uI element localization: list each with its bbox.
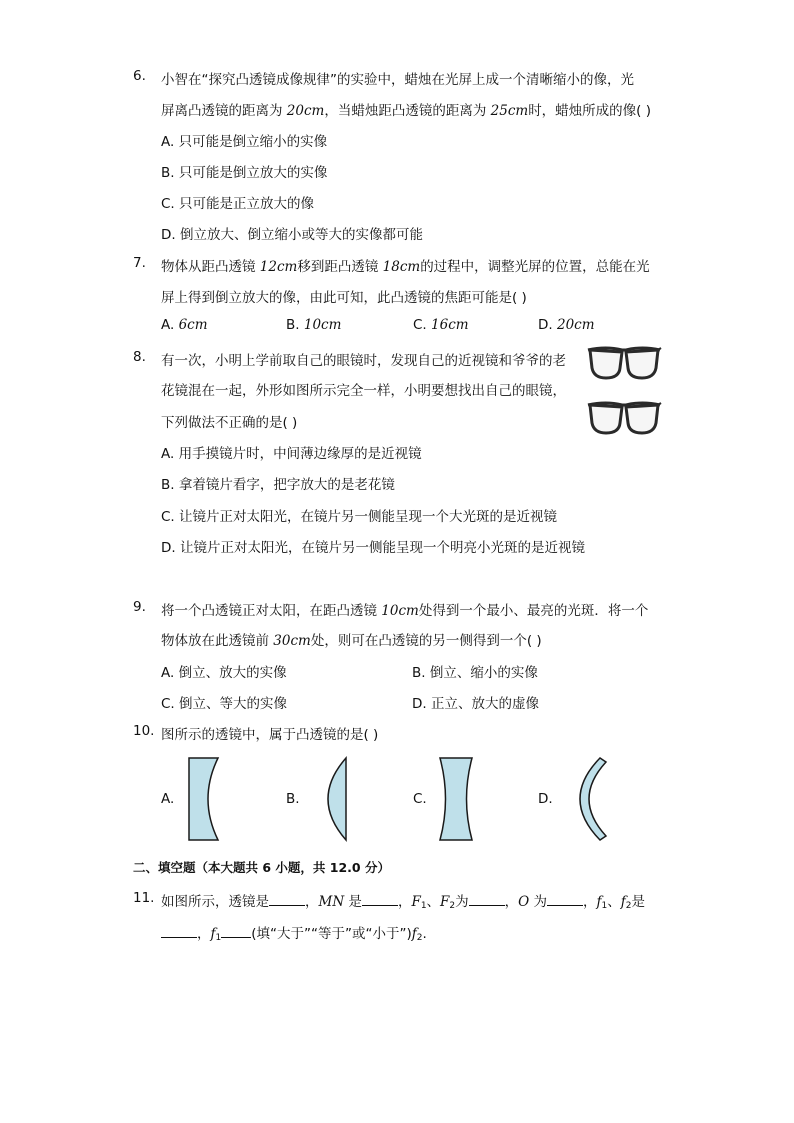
option-b: B. 拿着镜片看字，把字放大的是老花镜 (161, 477, 395, 493)
concave-meniscus-lens-icon (566, 756, 608, 842)
question-number: 7. (133, 255, 146, 271)
question-text: 物体放在此透镜前 30cm处，则可在凸透镜的另一侧得到一个( ) (161, 633, 542, 649)
lens-label-c: C. (413, 791, 427, 807)
question-number: 6. (133, 68, 146, 84)
glasses-icon (586, 397, 662, 439)
option-a: A. 6cm (161, 317, 208, 333)
answer-blank[interactable] (362, 893, 398, 906)
question-number: 10. (133, 723, 155, 739)
answer-blank[interactable] (161, 925, 197, 938)
question-text: 图所示的透镜中，属于凸透镜的是( ) (161, 727, 379, 743)
question-text: 屏上得到倒立放大的像，由此可知，此凸透镜的焦距可能是( ) (161, 290, 527, 306)
question-number: 8. (133, 349, 146, 365)
question-text: 屏离凸透镜的距离为 20cm，当蜡烛距凸透镜的距离为 25cm时，蜡烛所成的像( ) (161, 103, 652, 119)
option-b: B. 只可能是倒立放大的实像 (161, 165, 328, 181)
option-b: B. 10cm (286, 317, 342, 333)
question-text: 如图所示，透镜是 ，MN 是 ，$F_1$、$F_2$为 ，O 为 ，$f_1$、$f_2$是 (161, 894, 645, 911)
option-d: D. 20cm (538, 317, 595, 333)
glasses-icon (586, 342, 662, 384)
option-b: B. 倒立、缩小的实像 (412, 665, 538, 681)
question-number: 9. (133, 599, 146, 615)
question-number: 11. (133, 890, 155, 906)
question-text: ，$f_1$ (填“大于”“等于”或“小于$”)f_2$. (161, 922, 427, 943)
answer-blank[interactable] (269, 893, 305, 906)
lens-label-a: A. (161, 791, 175, 807)
option-c: C. 16cm (413, 317, 469, 333)
option-c: C. 只可能是正立放大的像 (161, 196, 315, 212)
question-text: 有一次，小明上学前取自己的眼镜时，发现自己的近视镜和爷爷的老 (161, 353, 566, 369)
lens-label-d: D. (538, 791, 553, 807)
answer-blank[interactable] (547, 893, 583, 906)
question-text: 物体从距凸透镜 12cm移到距凸透镜 18cm的过程中，调整光屏的位置，总能在光 (161, 259, 650, 275)
question-text: 花镜混在一起，外形如图所示完全一样，小明要想找出自己的眼镜， (161, 383, 566, 399)
option-c: C. 让镜片正对太阳光，在镜片另一侧能呈现一个大光斑的是近视镜 (161, 509, 558, 525)
option-a: A. 倒立、放大的实像 (161, 665, 287, 681)
option-a: A. 只可能是倒立缩小的实像 (161, 134, 328, 150)
plano-convex-lens-icon (316, 756, 350, 842)
answer-blank[interactable] (221, 925, 251, 938)
question-text: 小智在“探究凸透镜成像规律”的实验中，蜡烛在光屏上成一个清晰缩小的像，光 (161, 72, 634, 88)
option-d: D. 正立、放大的虚像 (412, 696, 539, 712)
section-heading: 二、填空题（本大题共 6 小题，共 12.0 分） (133, 860, 390, 875)
question-text: 下列做法不正确的是( ) (161, 415, 298, 431)
option-a: A. 用手摸镜片时，中间薄边缘厚的是近视镜 (161, 446, 422, 462)
lens-label-b: B. (286, 791, 300, 807)
biconcave-lens-icon (437, 756, 475, 842)
plano-concave-lens-icon (186, 756, 222, 842)
option-d: D. 倒立放大、倒立缩小或等大的实像都可能 (161, 227, 423, 243)
question-text: 将一个凸透镜正对太阳，在距凸透镜 10cm处得到一个最小、最亮的光斑．将一个 (161, 603, 649, 619)
option-c: C. 倒立、等大的实像 (161, 696, 288, 712)
option-d: D. 让镜片正对太阳光，在镜片另一侧能呈现一个明亮小光斑的是近视镜 (161, 540, 585, 556)
answer-blank[interactable] (469, 893, 505, 906)
